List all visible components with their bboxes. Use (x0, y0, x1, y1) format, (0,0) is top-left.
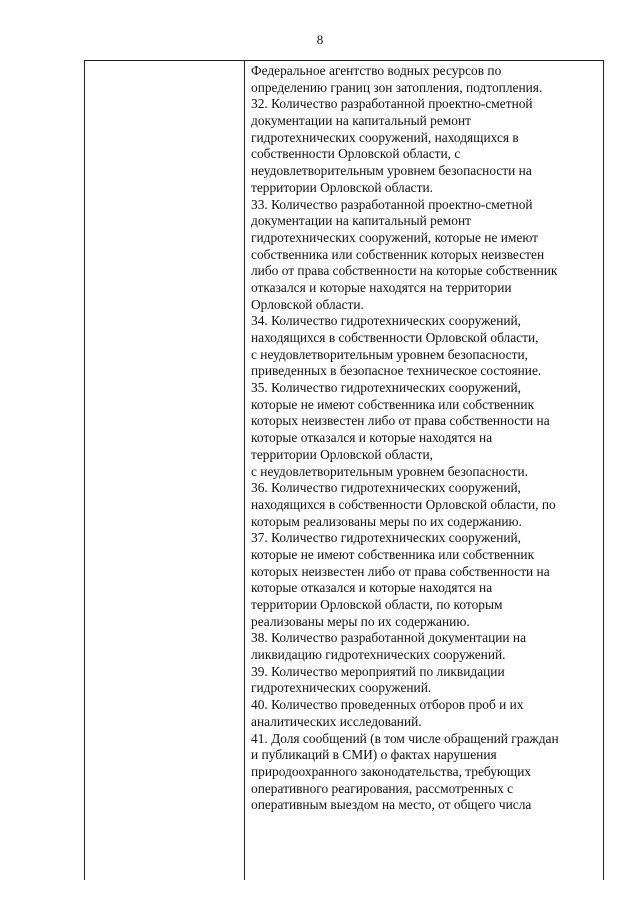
text-line: аналитических исследований. (251, 713, 422, 729)
table-right-cell (251, 63, 601, 814)
text-line: гидротехнических сооружений. (251, 680, 432, 696)
text-line: реализованы меры по их содержанию. (251, 613, 470, 629)
text-line: собственности Орловской области, с (251, 146, 461, 162)
text-line: Орловской области. (251, 296, 364, 312)
text-line: гидротехнических сооружений, которые не имеют (251, 229, 539, 245)
text-line: документации на капитальный ремонт (251, 213, 471, 229)
text-line: которые не имеют собственника или собственник (251, 396, 535, 412)
text-line: которым реализованы меры по их содержанию. (251, 513, 522, 529)
text-line: документации на капитальный ремонт (251, 113, 471, 129)
text-line: гидротехнических сооружений, находящихся в (251, 129, 519, 145)
text-line: 41. Доля сообщений (в том числе обращений граждан (251, 730, 559, 746)
text-line: территории Орловской области, (251, 446, 433, 462)
text-line: которые отказался и которые находятся на (251, 580, 493, 596)
text-line: 40. Количество проведенных отборов проб и их (251, 697, 524, 713)
document-table (84, 60, 604, 880)
text-line: которых неизвестен либо от права собственности на (251, 413, 550, 429)
text-line: с неудовлетворительным уровнем безопасности, (251, 346, 528, 362)
text-line: отказался и которые находятся на территории (251, 279, 512, 295)
table-left-cell (85, 61, 245, 880)
text-line: 39. Количество мероприятий по ликвидации (251, 663, 505, 679)
text-line: Федеральное агентство водных ресурсов по (251, 63, 502, 78)
text-line: находящихся в собственности Орловской области, (251, 330, 539, 345)
text-line: собственника или собственник которых неизвестен (251, 246, 545, 262)
text-line: либо от права собственности на которые собственник (251, 263, 558, 279)
text-line: с неудовлетворительным уровнем безопасности. (251, 463, 528, 479)
text-line: 34. Количество гидротехнических сооружений, (251, 313, 522, 329)
text-line: оперативным выездом на место, от общего числа (251, 797, 532, 813)
text-line: природоохранного законодательства, требующих (251, 763, 532, 779)
text-line: 35. Количество гидротехнических сооружений, (251, 380, 522, 396)
text-line: которых неизвестен либо от права собственности на (251, 563, 550, 579)
text-line: приведенных в безопасное техническое состояние. (251, 363, 542, 379)
text-line: неудовлетворительным уровнем безопасности на (251, 163, 532, 179)
text-line: которые отказался и которые находятся на (251, 430, 493, 446)
text-line: находящихся в собственности Орловской области, по (251, 496, 556, 512)
text-line: 37. Количество гидротехнических сооружений, (251, 530, 522, 546)
text-line: 32. Количество разработанной проектно-сметной (251, 96, 533, 112)
text-line: которые не имеют собственника или собственник (251, 546, 535, 562)
page-number: 8 (316, 32, 324, 47)
text-line: ликвидацию гидротехнических сооружений. (251, 647, 506, 663)
text-line: и публикаций в СМИ) о фактах нарушения (251, 747, 497, 763)
text-line: 38. Количество разработанной документации на (251, 630, 527, 646)
text-line: 33. Количество разработанной проектно-сметной (251, 196, 533, 212)
text-line: определению границ зон затопления, подтопления. (251, 79, 543, 95)
text-line: оперативного реагирования, рассмотренных с (251, 780, 514, 796)
text-line: территории Орловской области, по которым (251, 597, 503, 612)
text-line: 36. Количество гидротехнических сооружений, (251, 480, 522, 496)
text-line: территории Орловской области. (251, 179, 433, 195)
